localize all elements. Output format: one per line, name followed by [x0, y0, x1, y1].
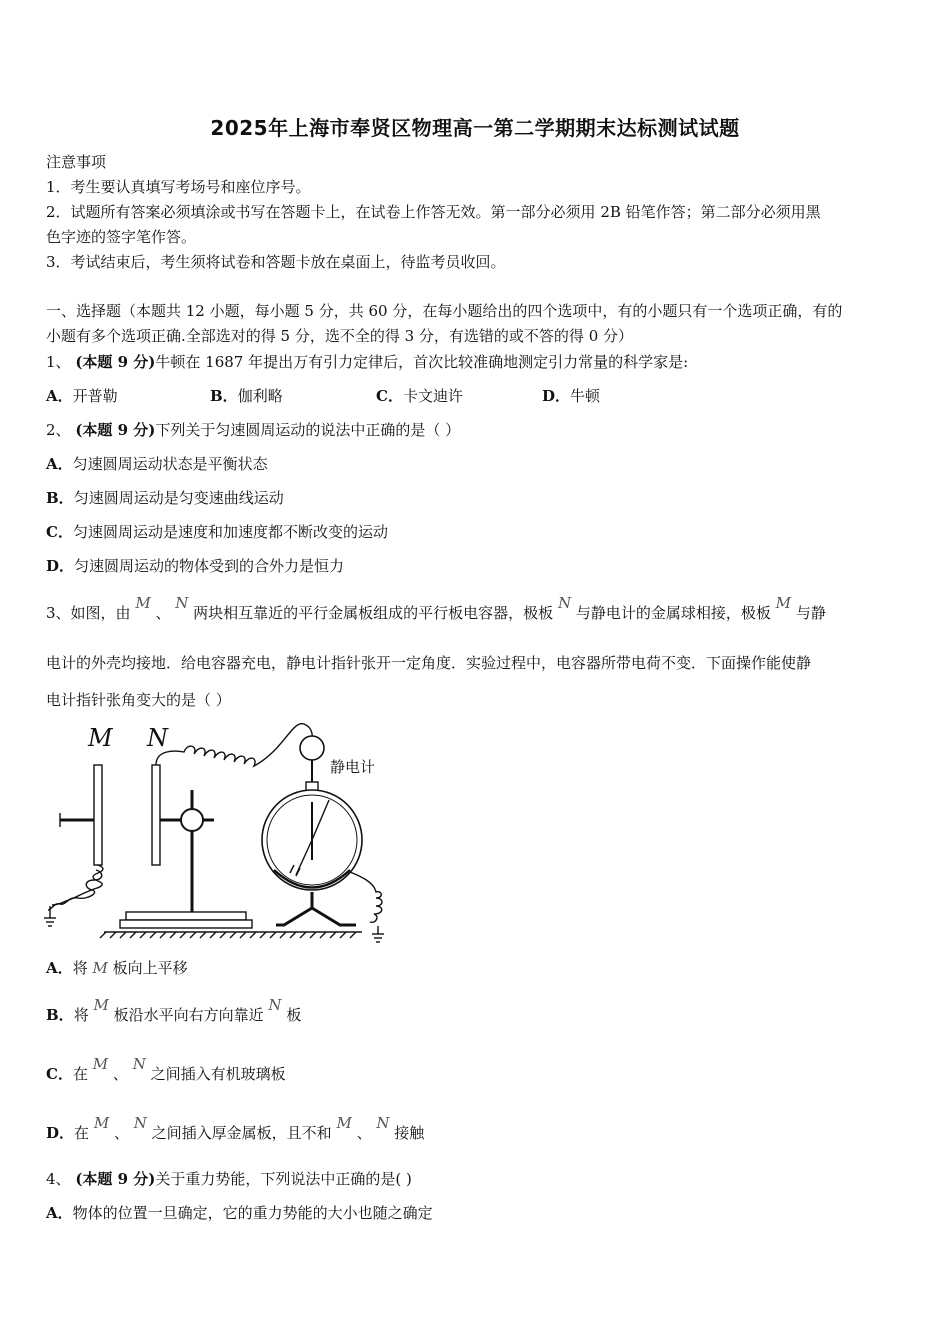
option-b: B．匀速圆周运动是匀变速曲线运动: [46, 489, 284, 507]
option-a: A．将 M 板向上平移: [46, 959, 188, 977]
question-score: (本题 9 分): [75, 1170, 156, 1188]
electrometer-ball: [300, 736, 324, 760]
question-score: (本题 9 分): [75, 421, 156, 439]
option-d: D．匀速圆周运动的物体受到的合外力是恒力: [46, 557, 345, 575]
option-d: D．牛顿: [542, 387, 601, 405]
option-a: A．匀速圆周运动状态是平衡状态: [46, 455, 268, 473]
symbol-m: M: [135, 594, 151, 612]
notice-item: 2．试题所有答案必须填涂或书写在答题卡上，在试卷上作答无效。第一部分必须用 2B 铅笔作答；第二部分必须用黑: [46, 203, 821, 221]
question-2: [46, 420, 460, 440]
symbol-m: M: [775, 594, 792, 612]
symbol-n: N: [557, 594, 572, 612]
question-number: 2、: [46, 421, 71, 439]
question-3-line3: 电计指针张角变大的是（ ）: [46, 691, 231, 709]
question-stem: 关于重力势能，下列说法中正确的是( ): [155, 1170, 412, 1188]
figure-label-electrometer: 静电计: [330, 758, 376, 776]
question-stem: 下列关于匀速圆周运动的说法中正确的是（ ）: [155, 421, 461, 439]
question-stem: 牛顿在 1687 年提出万有引力定律后，首次比较准确地测定引力常量的科学家是:: [155, 353, 689, 371]
question-number: 4、: [46, 1170, 71, 1188]
symbol-n: N: [175, 594, 189, 612]
page-title: 2025年上海市奉贤区物理高一第二学期期末达标测试试题: [210, 116, 740, 140]
question-3-line1: 3、如图，由 M 、 N 两块相互靠近的平行金属板组成的平行板电容器，极板 N 与静电计的金属球相接，极板 M 与静: [46, 594, 826, 622]
notice-item: 3．考试结束后，考生须将试卷和答题卡放在桌面上，待监考员收回。: [46, 253, 506, 271]
option-c: C．卡文迪许: [376, 387, 463, 405]
question-3-line2: 电计的外壳均接地．给电容器充电，静电计指针张开一定角度．实验过程中，电容器所带电荷不变．下面操作能使静: [46, 654, 812, 672]
question-1: [46, 352, 688, 372]
option-c: C．在 M 、 N 之间插入有机玻璃板: [46, 1055, 286, 1083]
plate-m: [94, 765, 102, 865]
notice-item: 1．考生要认真填写考场号和座位序号。: [46, 178, 311, 196]
plate-n: [152, 765, 160, 865]
option-a: A．物体的位置一旦确定，它的重力势能的大小也随之确定: [46, 1204, 433, 1222]
section-heading: 小题有多个选项正确.全部选对的得 5 分，选不全的得 3 分，有选错的或不答的得 0 分）: [46, 327, 634, 345]
section-heading: 一、选择题（本题共 12 小题，每小题 5 分，共 60 分，在每小题给出的四个选项中，有的小题只有一个选项正确，有的: [46, 302, 843, 320]
option-d: D．在 M 、 N 之间插入厚金属板，且不和 M 、 N 接触: [46, 1114, 425, 1142]
question-4: [46, 1169, 412, 1189]
figure-label-m: M: [88, 724, 113, 752]
capacitor-electrometer-figure: [44, 720, 394, 945]
question-score: (本题 9 分): [75, 353, 156, 371]
option-a: A．开普勒: [46, 387, 118, 405]
figure-label-n: N: [147, 724, 168, 752]
option-b: B．伽利略: [210, 387, 283, 405]
notice-item: 色字迹的签字笔作答。: [46, 228, 197, 246]
option-b: B．将 M 板沿水平向右方向靠近 N 板: [46, 996, 302, 1024]
option-c: C．匀速圆周运动是速度和加速度都不断改变的运动: [46, 523, 388, 541]
question-number: 1、: [46, 353, 71, 371]
notice-heading: 注意事项: [46, 153, 107, 171]
